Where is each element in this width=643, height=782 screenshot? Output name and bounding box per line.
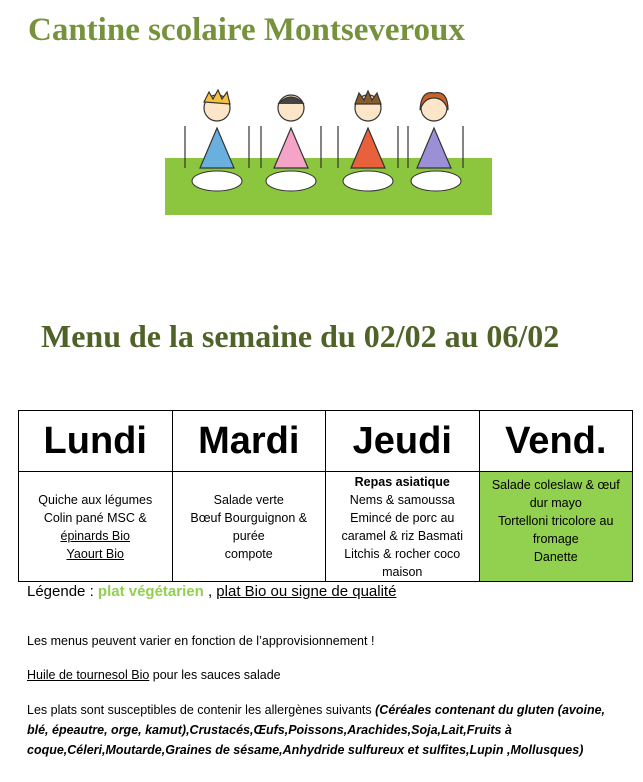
menu-cell-friday-vegetarian (479, 472, 633, 582)
plate-4 (411, 171, 461, 191)
menu-cell-monday (19, 472, 173, 582)
oil-note (27, 665, 627, 685)
menu-cell-tuesday (172, 472, 326, 582)
day-header-friday: Vend. (479, 411, 633, 472)
day-header-monday: Lundi (19, 411, 173, 472)
menu-header-row (19, 411, 633, 472)
plate-1 (192, 171, 242, 191)
page-title: Cantine scolaire Montseveroux (28, 12, 465, 48)
child-1 (185, 90, 249, 168)
menu-item: maison (382, 564, 423, 579)
plate-3 (343, 171, 393, 191)
supply-note: Les menus peuvent varier en fonction de l’approvisionnement ! (27, 634, 375, 648)
menu-item: compote (224, 546, 273, 561)
menu-item: Emincé de porc au (350, 510, 455, 525)
menu-item: Salade verte (213, 492, 284, 507)
menu-theme-header: Repas asiatique (354, 474, 450, 489)
allergen-intro: Les plats sont susceptibles de contenir les allergènes suivants (27, 703, 376, 717)
menu-item: dur mayo (529, 496, 582, 510)
menu-item: Nems & samoussa (349, 492, 455, 507)
menu-item: Colin pané MSC & (43, 510, 147, 525)
menu-item-bio: Yaourt Bio (66, 546, 124, 561)
menu-item: fromage (532, 532, 579, 546)
menu-item: Tortelloni tricolore au (498, 514, 614, 528)
menu-item-bio: épinards Bio (60, 528, 130, 543)
legend-bio: plat Bio ou signe de qualité (216, 583, 397, 600)
allergen-note (27, 700, 627, 760)
legend (27, 583, 396, 600)
menu-item: caramel & riz Basmati (341, 528, 464, 543)
legend-vegetarian: plat végétarien (97, 583, 204, 600)
child-4 (408, 93, 463, 168)
child-2 (261, 95, 321, 168)
legend-separator: , (203, 583, 217, 600)
child-3 (338, 91, 398, 168)
menu-item: Litchis & rocher coco (344, 546, 461, 561)
week-title: Menu de la semaine du 02/02 au 06/02 (41, 318, 560, 354)
menu-item: purée (232, 528, 265, 543)
menu-item: Bœuf Bourguignon & (190, 510, 308, 525)
menu-content-row (19, 472, 633, 582)
legend-label: Légende : (27, 583, 98, 600)
menu-table (18, 410, 633, 582)
menu-item: Danette (533, 550, 578, 564)
day-header-thursday: Jeudi (326, 411, 480, 472)
children-at-table-illustration (165, 86, 492, 215)
oil-note-text: pour les sauces salade (149, 668, 281, 682)
plate-2 (266, 171, 316, 191)
menu-cell-thursday (326, 472, 480, 582)
day-header-tuesday: Mardi (172, 411, 326, 472)
allergen-list: (Céréales contenant du gluten (avoine, blé, épeautre, orge, kamut),Crustacés,Œufs,Poissons,Arachides,Soja,Lait,Fruits à coque,Céleri,Moutarde,Graines de sésame,Anhydride sulfureux et sulfites,Lupin ,Mollusques) (27, 703, 606, 757)
menu-item: Quiche aux légumes (38, 492, 153, 507)
menu-item: Salade coleslaw & œuf (491, 478, 620, 492)
oil-note-bio: Huile de tournesol Bio (27, 668, 150, 682)
